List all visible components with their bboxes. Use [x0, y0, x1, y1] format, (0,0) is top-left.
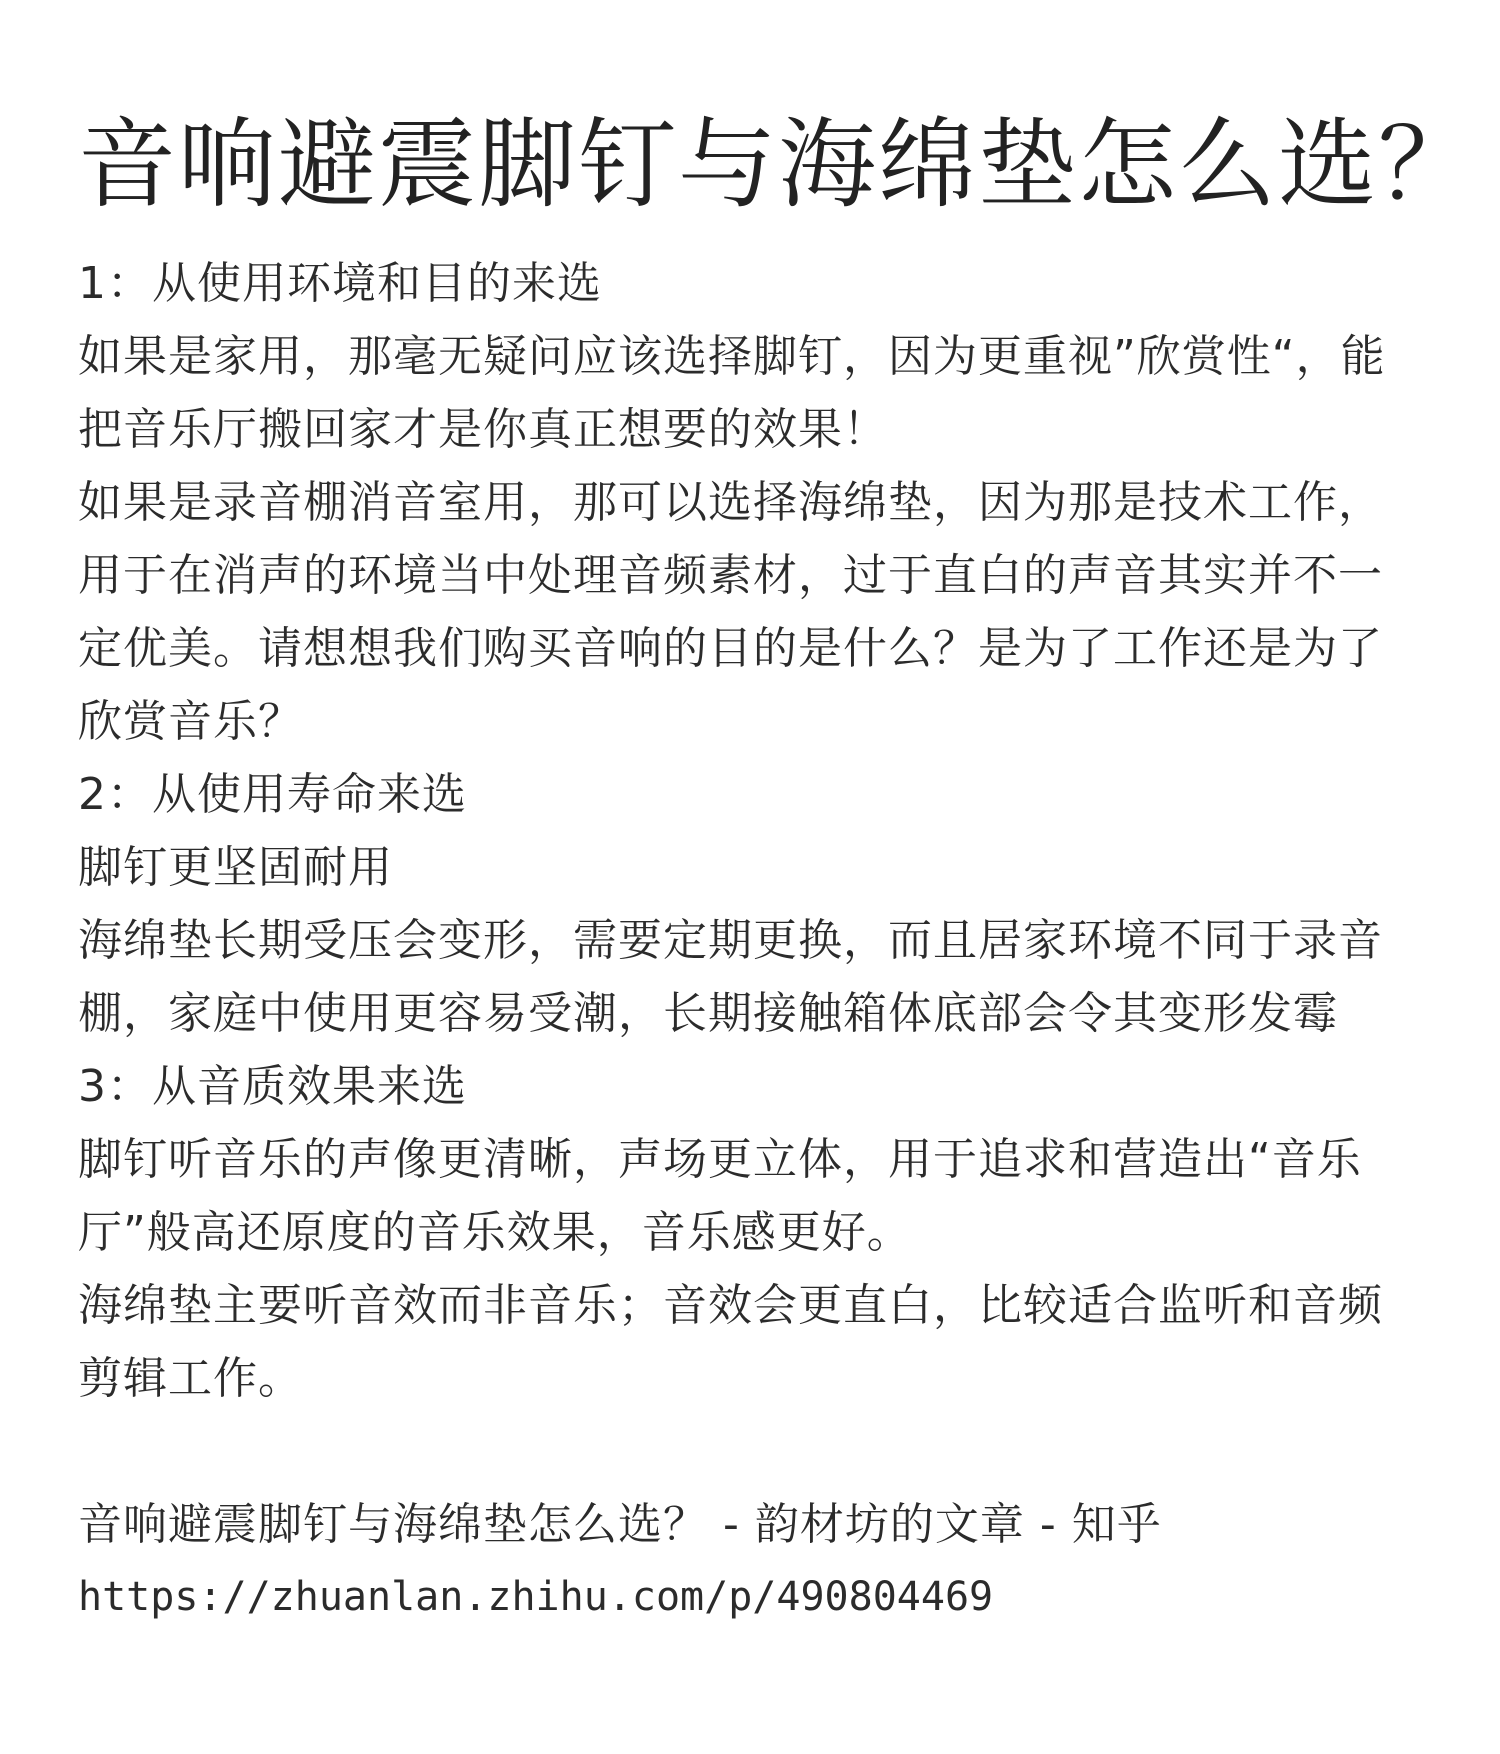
article-title: 音响避震脚钉与海绵垫怎么选？	[78, 108, 1479, 222]
paragraph-foam-sound: 海绵垫主要听音效而非音乐；音效会更直白，比较适合监听和音频剪辑工作。	[78, 1280, 1383, 1404]
paragraph-spikes-sound: 脚钉听音乐的声像更清晰，声场更立体，用于追求和营造出“音乐厅”般高还原度的音乐效果，音乐感更好。	[78, 1134, 1362, 1258]
section-heading-environment: 1：从使用环境和目的来选	[78, 258, 602, 309]
article	[78, 105, 1479, 1634]
paragraph-home-use: 如果是家用，那毫无疑问应该选择脚钉，因为更重视”欣赏性“，能把音乐厅搬回家才是你真正想要的效果！	[78, 331, 1386, 455]
section-heading-lifespan: 2：从使用寿命来选	[78, 769, 467, 820]
article-body	[78, 247, 1423, 1415]
paragraph-spikes-durable: 脚钉更坚固耐用	[78, 842, 393, 893]
paragraph-studio-use: 如果是录音棚消音室用，那可以选择海绵垫，因为那是技术工作，用于在消声的环境当中处理音频素材，过于直白的声音其实并不一定优美。请想想我们购买音响的目的是什么？是为了工作还是为了欣赏音乐？	[78, 477, 1383, 747]
spacer	[78, 1415, 1423, 1488]
source-citation: 音响避震脚钉与海绵垫怎么选？ - 韵材坊的文章 - 知乎	[78, 1499, 1162, 1550]
source-url-link[interactable]: https://zhuanlan.zhihu.com/p/490804469	[78, 1574, 994, 1620]
section-heading-sound-quality: 3：从音质效果来选	[78, 1061, 467, 1112]
paragraph-foam-deform: 海绵垫长期受压会变形，需要定期更换，而且居家环境不同于录音棚，家庭中使用更容易受潮，长期接触箱体底部会令其变形发霉	[78, 915, 1383, 1039]
